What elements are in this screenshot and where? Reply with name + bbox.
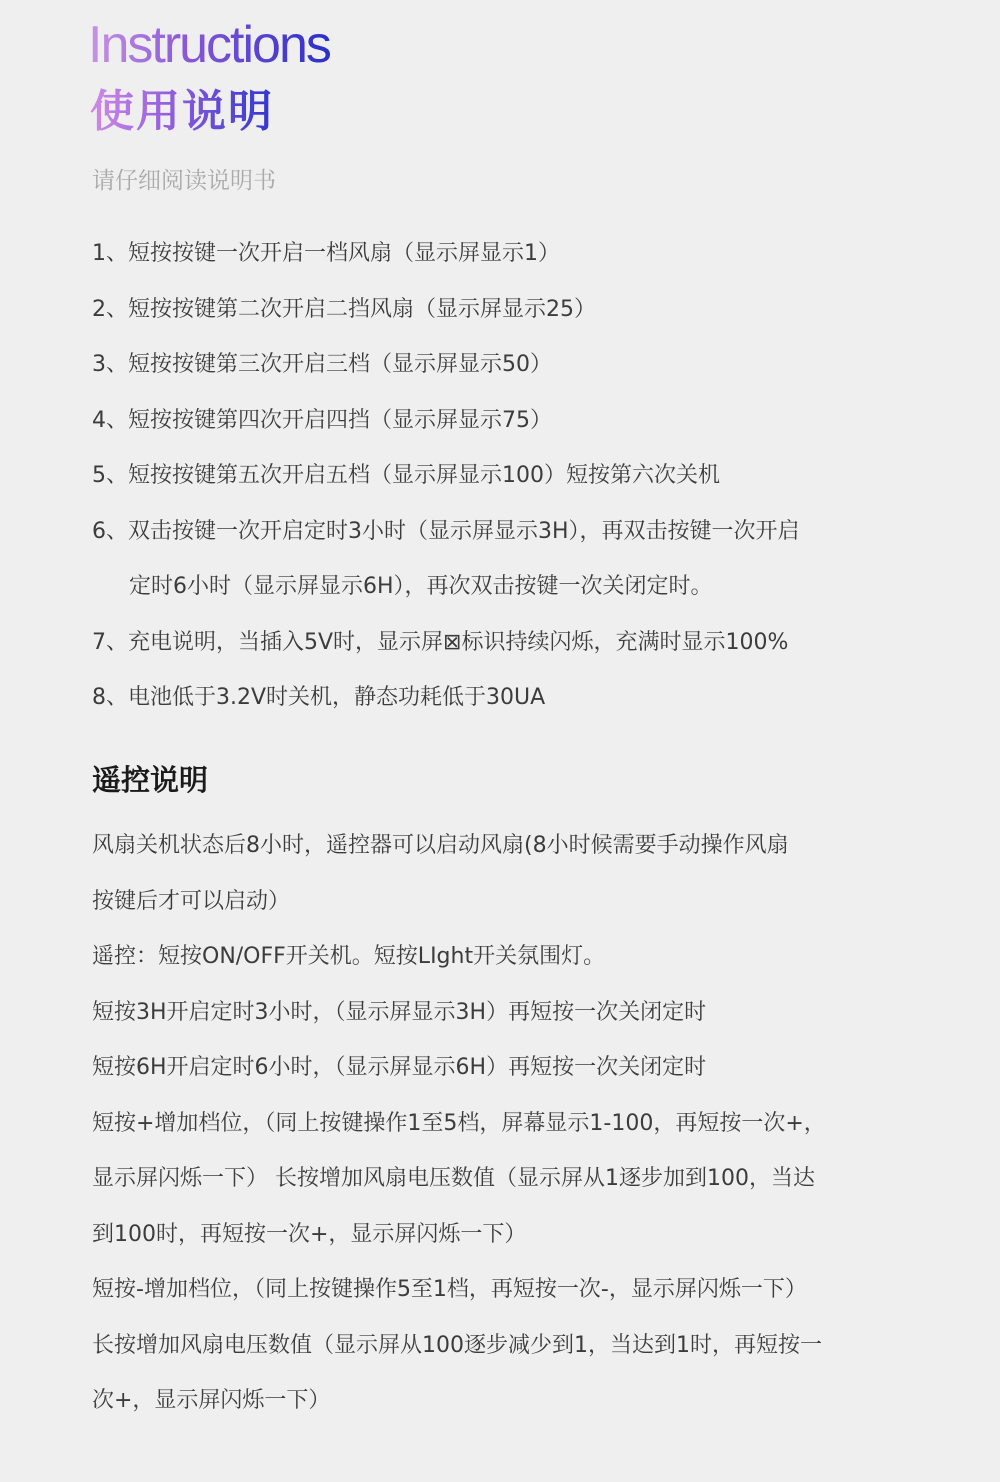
instruction-step: 6、双击按键一次开启定时3小时（显示屏显示3H），再双击按键一次开启 — [92, 518, 800, 544]
instruction-step: 3、短按按键第三次开启三档（显示屏显示50） — [92, 352, 552, 377]
remote-instructions-list — [92, 818, 972, 1429]
instruction-step: 4、短按按键第四次开启四挡（显示屏显示75） — [92, 407, 552, 433]
remote-instruction-line: 短按-增加档位，（同上按键操作5至1档，再短按一次-，显示屏闪烁一下） — [92, 1277, 807, 1302]
remote-instruction-line: 风扇关机状态后8小时，遥控器可以启动风扇(8小时候需要手动操作风扇 — [92, 833, 789, 858]
instruction-step: 8、电池低于3.2V时关机，静态功耗低于30UA — [92, 685, 546, 710]
remote-instruction-line: 遥控：短按ON/OFF开关机。短按LIght开关氛围灯。 — [92, 944, 606, 969]
instruction-step: 1、短按按键一次开启一档风扇（显示屏显示1） — [92, 241, 560, 266]
remote-instruction-line: 显示屏闪烁一下） 长按增加风扇电压数值（显示屏从1逐步加到100，当达 — [92, 1166, 815, 1191]
remote-section-heading: 遥控说明 — [92, 763, 209, 797]
instruction-step: 2、短按按键第二次开启二挡风扇（显示屏显示25） — [92, 296, 596, 322]
instruction-step: 7、充电说明，当插入5V时，显示屏⊠标识持续闪烁，充满时显示100% — [92, 629, 789, 655]
instruction-step-continuation: 定时6小时（显示屏显示6H），再次双击按键一次关闭定时。 — [129, 574, 713, 599]
page-subtitle: 请仔细阅读说明书 — [92, 168, 276, 194]
remote-instruction-line: 短按6H开启定时6小时，（显示屏显示6H）再短按一次关闭定时 — [92, 1055, 707, 1080]
page-title-english: Instructions — [88, 16, 330, 74]
remote-instruction-line: 长按增加风扇电压数值（显示屏从100逐步减少到1，当达到1时，再短按一 — [92, 1332, 822, 1358]
remote-instruction-line: 次+，显示屏闪烁一下） — [92, 1388, 331, 1413]
instruction-step: 5、短按按键第五次开启五档（显示屏显示100）短按第六次关机 — [92, 463, 720, 488]
remote-instruction-line: 短按3H开启定时3小时，（显示屏显示3H）再短按一次关闭定时 — [92, 999, 707, 1025]
remote-instruction-line: 到100时，再短按一次+，显示屏闪烁一下） — [92, 1221, 527, 1247]
remote-instruction-line: 按键后才可以启动） — [92, 888, 291, 914]
instruction-steps-list — [92, 226, 952, 726]
remote-instruction-line: 短按+增加档位，（同上按键操作1至5档，屏幕显示1-100，再短按一次+， — [92, 1110, 826, 1136]
page-title-chinese: 使用说明 — [90, 82, 274, 142]
